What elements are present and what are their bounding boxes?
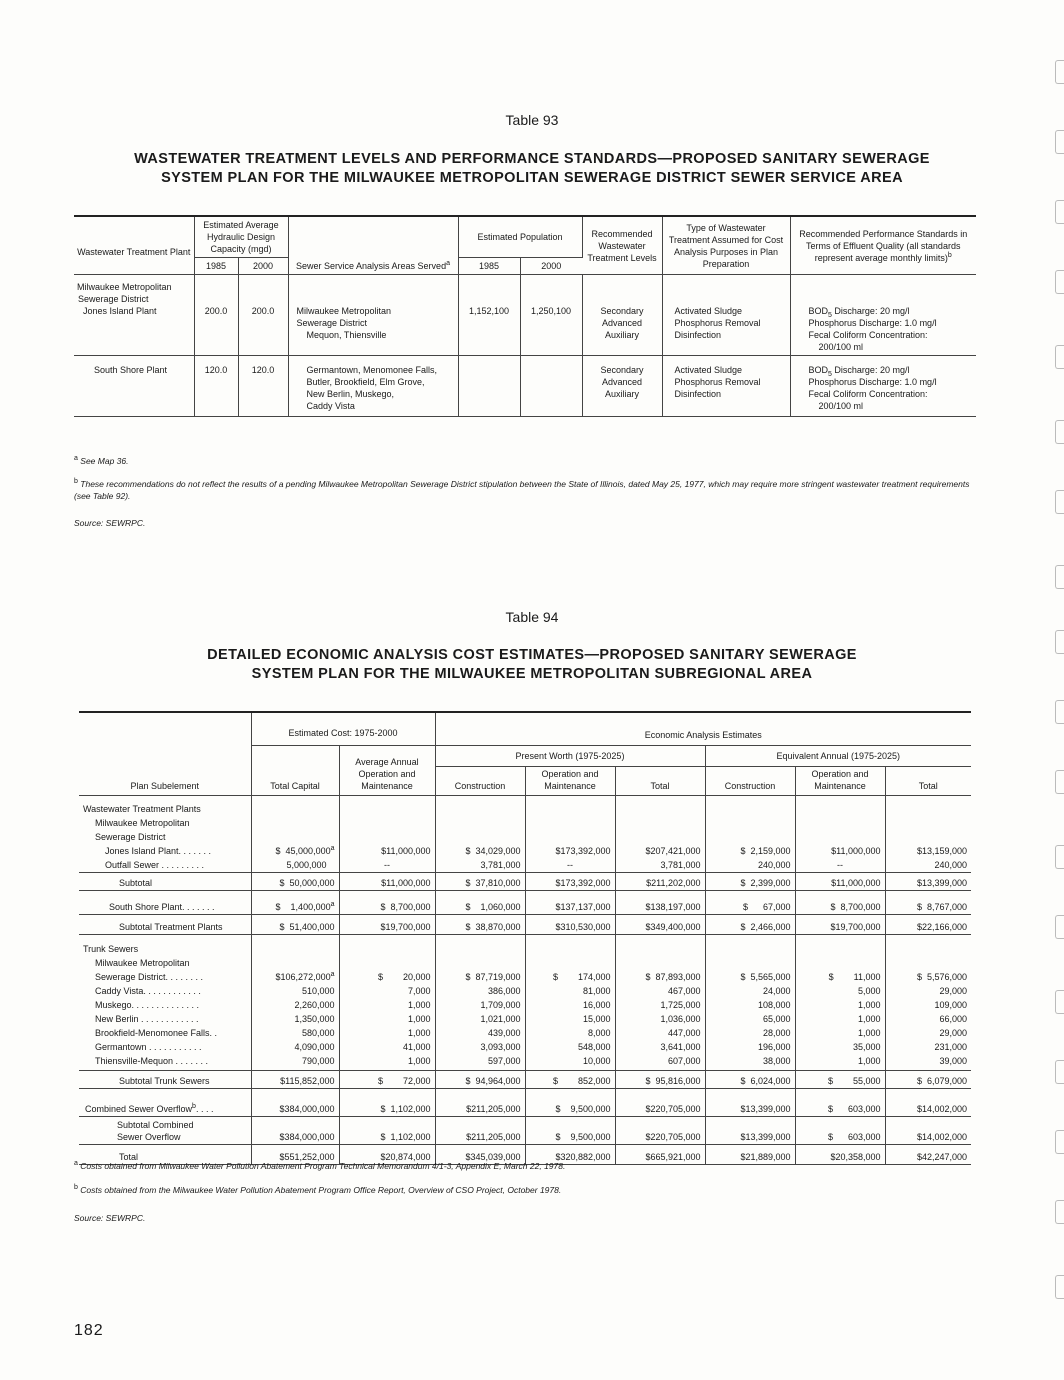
header-cap-2000: 2000 (238, 258, 288, 275)
table-93-title (60, 150, 1004, 188)
table-row: Outfall Sewer . . . . . . . . . 5,000,000 -- 3,781,000 -- 3,781,000 240,000 -- 240,000 (79, 858, 971, 873)
table-row: South Shore Plant. . . . . . . $ 1,400,000$^a$ $ 8,700,000 $ 1,060,000 $137,137,000 $138,197,000 $ 67,000 $ 8,700,000 $ 8,767,000 (79, 891, 971, 915)
header-levels: Recommended Wastewater Treatment Levels (582, 216, 662, 275)
table-94-footnote-b: $^b$ Costs obtained from the Milwaukee Water Pollution Abatement Program Office Report, Overview of CSO Project, October 1978. (74, 1184, 562, 1195)
table-row: Caddy Vista. . . . . . . . . . . . 510,000 7,000 386,000 81,000 467,000 24,000 5,000 29,000 (79, 984, 971, 998)
table-row: Jones Island Plant. . . . . . . $ 45,000,000$^a$ $11,000,000 $ 34,029,000 $173,392,000 $207,421,000 $ 2,159,000 $11,000,000 $13,159,000 (79, 844, 971, 858)
table-row: South Shore Plant 120.0 120.0 Germantown, Menomonee Falls, Butler, Brookfield, Elm Grove, New Berlin, Muskego, Caddy Vista Secondary Advanced Auxiliary Activated Sludge Phosphorus Removal Disinfection $BOD_5$ Discharge: 20 mg/l Phosphorus Discharge: 1.0 mg/l Fecal Coliform Concentration: 200/100 ml (74, 356, 976, 417)
table-row: Combined Sewer Overflow$^b$. . . . $384,000,000 $ 1,102,000 $211,205,000 $ 9,500,000 $220,705,000 $13,399,000 $ 603,000 $14,002,000 (79, 1089, 971, 1117)
header-equivalent-annual: Equivalent Annual (1975-2025) (705, 746, 971, 767)
subtotal-row: Subtotal Combined Sewer Overflow $384,000,000 $ 1,102,000 $211,205,000 $ 9,500,000 $220,705,000 $13,399,000 $ 603,000 $14,002,000 (79, 1117, 971, 1145)
header-economic-analysis: Economic Analysis Estimates (435, 712, 971, 746)
table-93-title-line1: WASTEWATER TREATMENT LEVELS AND PERFORMANCE STANDARDS—PROPOSED SANITARY SEWERAGE (134, 151, 930, 167)
header-pop-1985: 1985 (458, 258, 520, 275)
total-row: Total $551,252,000 $20,874,000 $345,039,000 $320,882,000 $665,921,000 $21,889,000 $20,358,000 $42,247,000 (79, 1145, 971, 1165)
table-93-footnote-b: $^b$ These recommendations do not reflect the results of a pending Milwaukee Metropolitan Sewerage District stipulation between the State of Illinois, dated May 25, 1977, which may require more stringent wastewater treatment requirements (see Table 92). (74, 478, 970, 501)
table-94-footnote-a: $^a$ Costs obtained from Milwaukee Water Pollution Abatement Program Technical Memorandum 4/1-3, Appendix E, March 22, 1978. (74, 1160, 566, 1171)
subtotal-row: Subtotal Trunk Sewers $115,852,000 $ 72,000 $ 94,964,000 $ 852,000 $ 95,816,000 $ 6,024,000 $ 55,000 $ 6,079,000 (79, 1071, 971, 1089)
header-present-worth: Present Worth (1975-2025) (435, 746, 705, 767)
section-header: Trunk Sewers (79, 935, 971, 957)
table-row: Germantown . . . . . . . . . . . 4,090,000 41,000 3,093,000 548,000 3,641,000 196,000 35,000 231,000 (79, 1040, 971, 1054)
page-number: 182 (74, 1322, 104, 1339)
subtotal-row: Subtotal $ 50,000,000 $11,000,000 $ 37,810,000 $173,392,000 $211,202,000 $ 2,399,000 $11,000,000 $13,399,000 (79, 873, 971, 891)
table-93-source: Source: SEWRPC. (74, 518, 146, 528)
table-94-title-line1: DETAILED ECONOMIC ANALYSIS COST ESTIMATES—PROPOSED SANITARY SEWERAGE (207, 647, 857, 663)
table-93 (74, 215, 976, 417)
header-total-capital: Total Capital (251, 746, 339, 796)
header-type: Type of Wastewater Treatment Assumed for Cost Analysis Purposes in Plan Preparation (662, 216, 790, 275)
section-header: Wastewater Treatment Plants (79, 802, 971, 816)
plant-name: Milwaukee Metropolitan (77, 282, 172, 292)
header-estimated-cost: Estimated Cost: 1975-2000 (251, 712, 435, 746)
subtotal-row: Subtotal Treatment Plants $ 51,400,000 $19,700,000 $ 38,870,000 $310,530,000 $349,400,000 $ 2,466,000 $19,700,000 $22,166,000 (79, 915, 971, 935)
header-service-areas: Sewer Service Analysis Areas Served$^a$ (288, 216, 458, 275)
table-94-label: Table 94 (505, 609, 559, 625)
header-pw-total: Total (615, 767, 705, 796)
table-row: New Berlin . . . . . . . . . . . . 1,350,000 1,000 1,021,000 15,000 1,036,000 65,000 1,000 66,000 (79, 1012, 971, 1026)
table-row: Thiensville-Mequon . . . . . . . 790,000 1,000 597,000 10,000 607,000 38,000 1,000 39,000 (79, 1054, 971, 1068)
header-capacity: Estimated Average Hydraulic Design Capacity (mgd) (194, 216, 288, 258)
table-94-source: Source: SEWRPC. (74, 1213, 146, 1223)
header-performance: Recommended Performance Standards in Terms of Effluent Quality (all standards represent average monthly limits)$^b$ (799, 228, 968, 263)
header-cap-1985: 1985 (194, 258, 238, 275)
section-header: Milwaukee Metropolitan (79, 956, 971, 970)
table-94-title (60, 646, 1004, 684)
header-ea-om: Operation and Maintenance (795, 767, 885, 796)
header-population: Estimated Population (458, 216, 582, 258)
section-header: Sewerage District (79, 830, 971, 844)
table-93-footnote-a: $^a$ See Map 36. (74, 455, 129, 466)
header-plant: Wastewater Treatment Plant (74, 216, 194, 275)
header-subelement: Plan Subelement (79, 712, 251, 796)
table-93-label: Table 93 (505, 112, 559, 128)
table-94 (79, 711, 971, 1165)
header-ea-construction: Construction (705, 767, 795, 796)
table-row: Brookfield-Menomonee Falls. . 580,000 1,000 439,000 8,000 447,000 28,000 1,000 29,000 (79, 1026, 971, 1040)
header-pop-2000: 2000 (520, 258, 582, 275)
table-row: Milwaukee Metropolitan Sewerage District Jones Island Plant 200.0 200.0 Milwaukee Metropolitan Sewerage District Mequon, Thiensville 1,152,100 1,250,100 Secondary Advanced Auxiliary Activated Sludge Phosphorus Removal Disinfection $BOD_5$ Discharge: 20 mg/l Phosphorus Discharge: 1.0 mg/l Fecal Coliform Concentration: 200/100 ml (74, 275, 976, 356)
table-row: Sewerage District. . . . . . . . $106,272,000$^a$ $ 20,000 $ 87,719,000 $ 174,000 $ 87,893,000 $ 5,565,000 $ 11,000 $ 5,576,000 (79, 970, 971, 984)
header-pw-construction: Construction (435, 767, 525, 796)
table-94-title-line2: SYSTEM PLAN FOR THE MILWAUKEE METROPOLITAN SUBREGIONAL AREA (251, 666, 813, 682)
header-pw-om: Operation and Maintenance (525, 767, 615, 796)
table-row: Muskego. . . . . . . . . . . . . . 2,260,000 1,000 1,709,000 16,000 1,725,000 108,000 1,000 109,000 (79, 998, 971, 1012)
section-header: Milwaukee Metropolitan (79, 816, 971, 830)
table-93-title-line2: SYSTEM PLAN FOR THE MILWAUKEE METROPOLITAN SEWERAGE DISTRICT SEWER SERVICE AREA (161, 170, 903, 186)
header-ea-total: Total (918, 781, 938, 791)
header-avg-annual-om: Average Annual Operation and Maintenance (339, 746, 435, 796)
